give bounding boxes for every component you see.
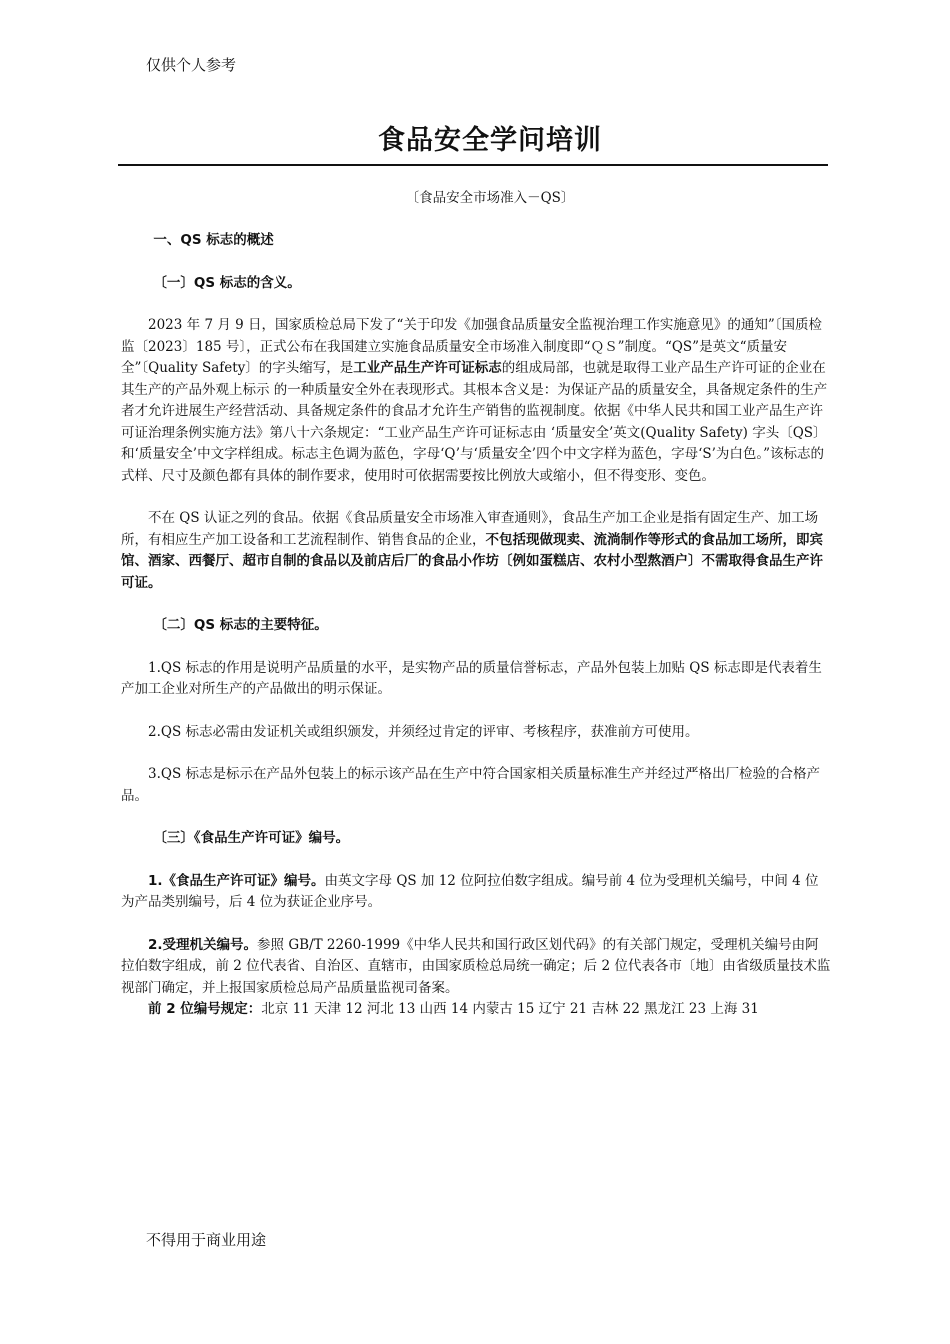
province-code-line [121, 999, 831, 1021]
license-number-item-1 [121, 871, 831, 914]
text-run: 参照 GB/T 2260-1999《中华人民共和国行政区划代码》的有关部门规定，受理机关编号由阿拉伯数字组成，前 2 位代表省、自治区、直辖市，由国家质检总局统一确定；后 2 位代表各市〔地〕由省级质量技术监视部门确定，并上报国家质检总局产品质量监视司备案。 [121, 936, 831, 996]
bold-text-run: 不包括现做现卖、流淌制作等形式的食品加工场所，即宾馆、酒家、西餐厅、超市自制的食品以及前店后厂的食品小作坊〔例如蛋糕店、农村小型熬酒户〕不需取得食品生产许可证。 [121, 531, 823, 591]
text-run: 的组成局部，也就是取得工业产品生产许可证的企业在其生产的产品外观上标示 的一种质量安全外在表现形式。其根本含义是：为保证产品的质量安全，具备规定条件的生产者才允许进展生产经营活动、具备规定条件的食品才允许生产销售的监视制度。依据《中华人民共和国工业产品生产许可证治理条例实施方法》第八十六条规定：“工业产品生产许可证标志由 ‘质量安全’英文(Quality Safety) 字头〔QS〕和‘质量安全’中文字样组成。标志主色调为蓝色，字母‘Q’与‘质量安全’四个中文字样为蓝色，字母‘S’为白色。”该标志的式样、尺寸及颜色都有具体的制作要求，使用时可依据需要按比例放大或缩小，但不得变形、变色。 [121, 360, 828, 484]
text-run: 2023 年 7 月 9 日，国家质检总局下发了“关于印发《加强食品质量安全监视治理工作实施意见》的通知”〔国质检监〔2023〕185 号〕，正式公布在我国建立实施食品质量安全市场准入制度即“ＱＳ”制度。“QS”是英文“质量安全”〔Quality Safety〕的字头缩写，是 [121, 317, 823, 376]
page-title: 食品安全学问培训 [378, 125, 602, 156]
text-run: 由英文字母 QS 加 12 位阿拉伯数字组成。编号前 4 位为受理机关编号，中间 4 位为产品类别编号，后 4 位为获证企业序号。 [121, 872, 819, 910]
text-run: 北京 11 天津 12 河北 13 山西 14 内蒙古 15 辽宁 21 吉林 22 黑龙江 23 上海 31 [261, 1001, 759, 1017]
bold-text-run: 前 2 位编号规定： [148, 1001, 262, 1017]
paragraph-excluded-foods [121, 508, 831, 594]
subsection-heading-features: 〔二〕QS 标志的主要特征。 [153, 617, 328, 633]
subsection-heading-meaning: 〔一〕QS 标志的含义。 [153, 274, 301, 291]
document-body [121, 230, 831, 1042]
footer-note: 不得用于商业用途 [146, 1231, 267, 1249]
bold-text-run: 1.《食品生产许可证》编号。 [148, 872, 325, 889]
text-run: 不在 QS 认证之列的食品。依据《食品质量安全市场准入审查通则》，食品生产加工企业是指有固定生产、加工场所，有相应生产加工设备和工艺流程制作、销售食品的企业， [121, 510, 819, 548]
subsection-heading-license-number: 〔三〕《食品生产许可证》编号。 [153, 830, 350, 846]
title-divider [118, 164, 828, 166]
section-heading-overview: 一、QS 标志的概述 [153, 232, 274, 248]
page-subtitle: 〔食品安全市场准入－QS〕 [405, 190, 575, 206]
bold-text-run: 工业产品生产许可证标志 [353, 360, 502, 376]
paragraph-qs-meaning [121, 315, 831, 487]
header-note: 仅供个人参考 [146, 56, 237, 74]
feature-item-3: 3.QS 标志是标示在产品外包装上的标示该产品在生产中符合国家相关质量标准生产并经过严格出厂检验的合格产品。 [121, 766, 820, 804]
bold-text-run: 2.受理机关编号。 [148, 936, 258, 953]
feature-item-2: 2.QS 标志必需由发证机关或组织颁发，并须经过肯定的评审、考核程序，获准前方可使用。 [148, 723, 699, 740]
license-number-item-2 [121, 935, 831, 1000]
feature-item-1: 1.QS 标志的作用是说明产品质量的水平，是实物产品的质量信誉标志，产品外包装上加贴 QS 标志即是代表着生产加工企业对所生产的产品做出的明示保证。 [121, 659, 822, 697]
